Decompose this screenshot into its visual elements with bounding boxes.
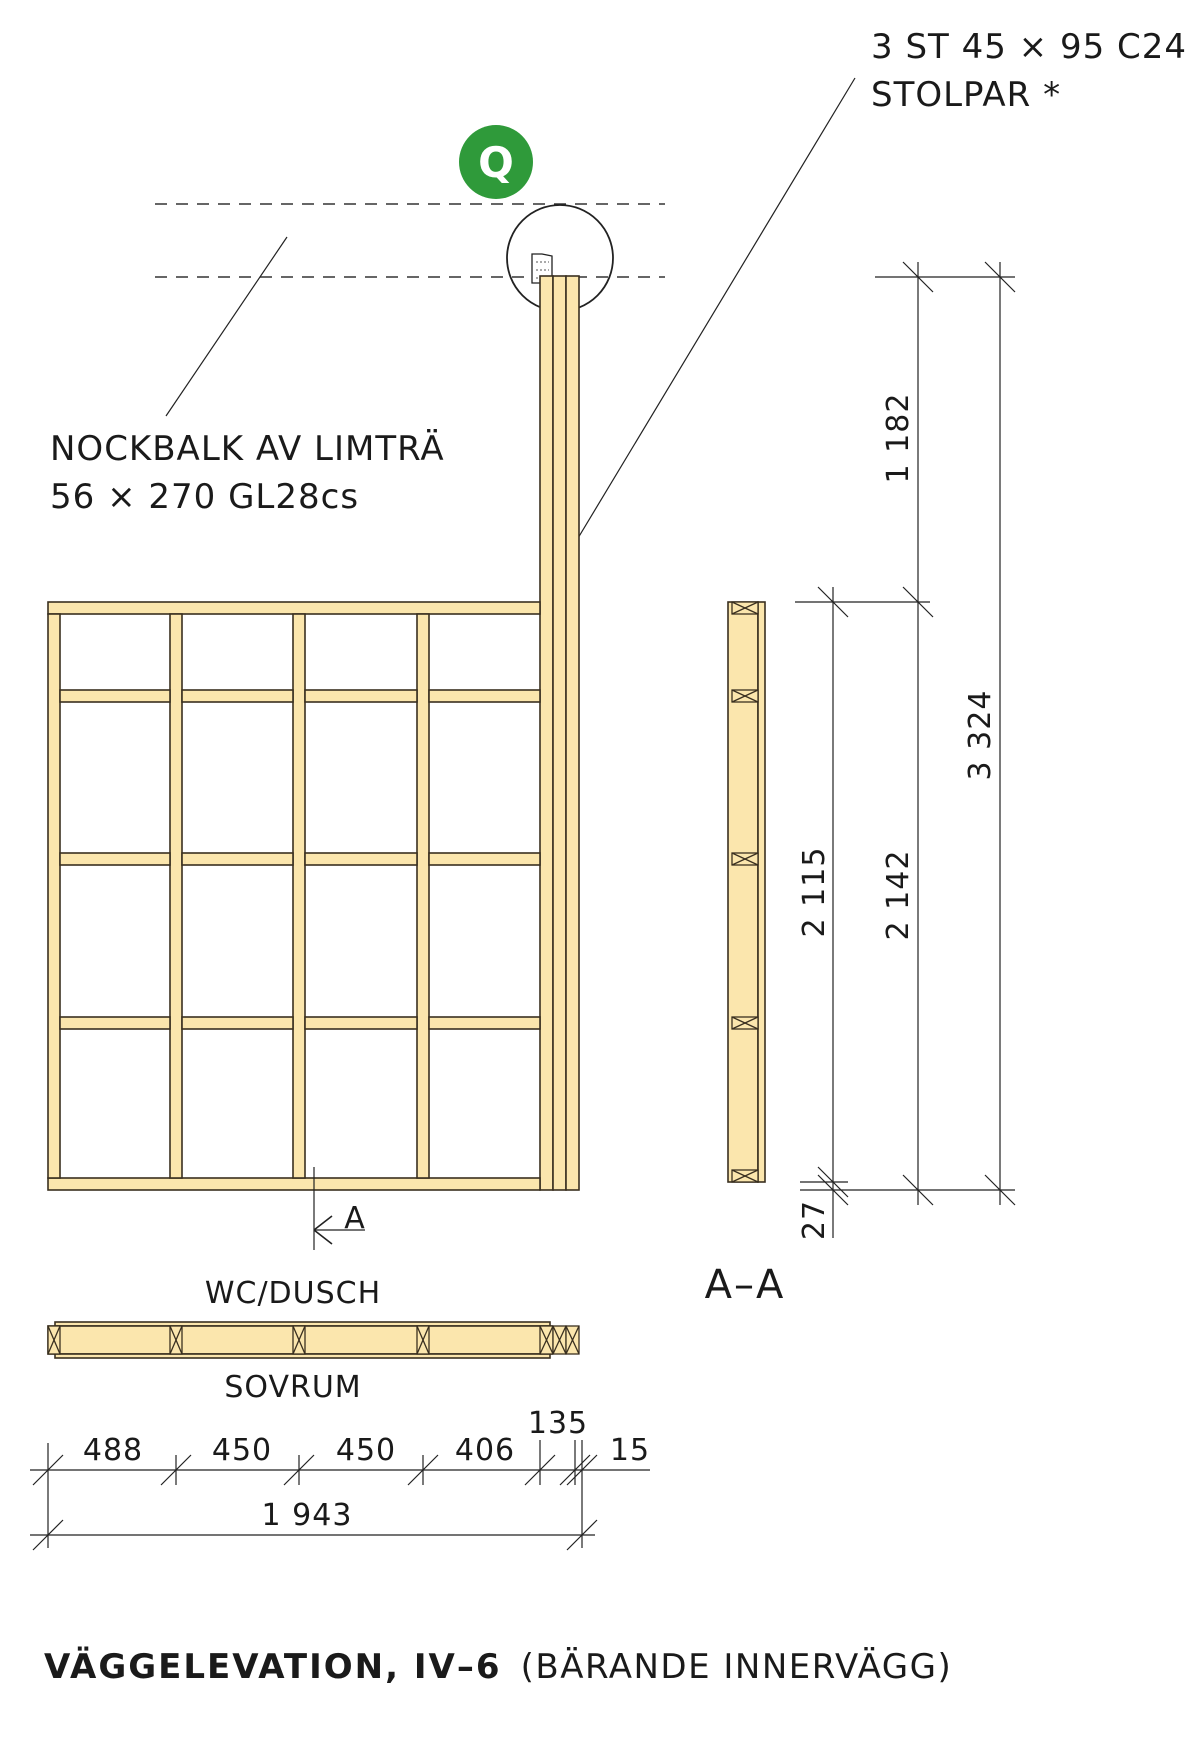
dim-vertical-section: 2 115 xyxy=(797,846,832,938)
section-marker-letter: A xyxy=(344,1201,366,1236)
caption xyxy=(44,1646,952,1687)
stud-pack-elevation xyxy=(540,276,579,1190)
section-a-a-view xyxy=(705,602,786,1308)
detail-marker-q xyxy=(459,125,533,199)
caption-normal: (BÄRANDE INNERVÄGG) xyxy=(520,1647,953,1687)
beam-leader-line xyxy=(166,237,287,416)
studs-leader-line xyxy=(560,78,855,568)
dim-horizontal-2: 450 xyxy=(211,1433,273,1468)
dim-horizontal-1: 488 xyxy=(82,1433,144,1468)
dim-vertical-bottom: 27 xyxy=(797,1199,832,1241)
room-label-top: WC/DUSCH xyxy=(204,1276,382,1311)
dim-vertical-total: 3 324 xyxy=(963,689,998,781)
dim-horizontal-total: 1 943 xyxy=(261,1498,353,1533)
dim-horizontal-4: 406 xyxy=(454,1433,516,1468)
section-title: A–A xyxy=(704,1262,786,1308)
caption-bold: VÄGGELEVATION, IV–6 xyxy=(44,1647,502,1687)
dim-horizontal-3: 450 xyxy=(335,1433,397,1468)
wall-frame xyxy=(48,602,540,1190)
dim-vertical-wall: 2 142 xyxy=(881,849,916,941)
room-label-bottom: SOVRUM xyxy=(224,1370,362,1405)
dim-horizontal-5: 135 xyxy=(527,1406,589,1441)
studs-label-line2: STOLPAR * xyxy=(871,75,1062,115)
detail-marker-letter: Q xyxy=(478,138,514,187)
beam-label-line1: NOCKBALK AV LIMTRÄ xyxy=(50,429,445,469)
wall-plan-view xyxy=(48,1322,579,1358)
studs-label-line1: 3 ST 45 × 95 C24 xyxy=(871,27,1188,67)
dim-horizontal-6: 15 xyxy=(609,1433,651,1468)
dim-vertical-upper: 1 182 xyxy=(881,392,916,484)
beam-label-line2: 56 × 270 GL28cs xyxy=(50,477,360,517)
